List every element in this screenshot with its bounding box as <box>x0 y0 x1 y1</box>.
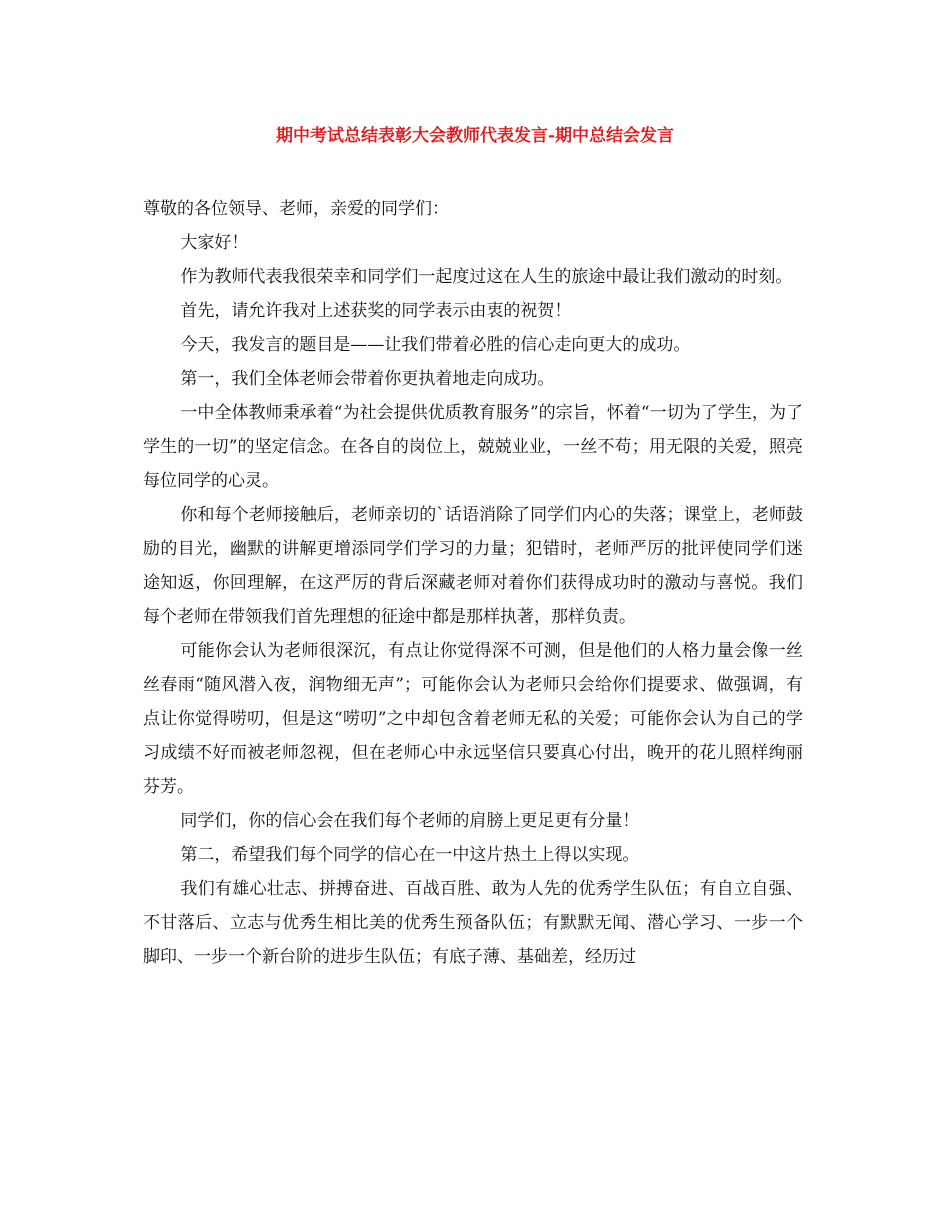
body-paragraph: 同学们，你的信心会在我们每个老师的肩膀上更足更有分量！ <box>180 811 640 831</box>
document-body <box>143 192 803 974</box>
body-paragraph: 作为教师代表我很荣幸和同学们一起度过这在人生的旅途中最让我们激动的时刻。 <box>180 267 793 287</box>
body-paragraph: 我们有雄心壮志、拼搏奋进、百战百胜、敢为人先的优秀学生队伍；有自立自强、不甘落后、立志与优秀生相比美的优秀生预备队伍；有默默无闻、潜心学习、一步一个脚印、一步一个新台阶的进步生队伍；有底子薄、基础差，经历过 <box>143 879 803 967</box>
document-title: 期中考试总结表彰大会教师代表发言-期中总结会发言 <box>275 126 675 146</box>
greeting-paragraph: 大家好！ <box>180 233 249 253</box>
body-paragraph: 可能你会认为老师很深沉，有点让你觉得深不可测，但是他们的人格力量会像一丝丝春雨“随风潜入夜，润物细无声”；可能你会认为老师只会给你们提要求、做强调，有点让你觉得唠叨，但是这“唠叨”之中却包含着老师无私的关爱；可能你会认为自己的学习成绩不好而被老师忽视，但在老师心中永远坚信只要真心付出，晚开的花儿照样绚丽芬芳。 <box>143 641 803 797</box>
body-paragraph: 第一，我们全体老师会带着你更执着地走向成功。 <box>180 369 555 389</box>
body-paragraph: 一中全体教师秉承着“为社会提供优质教育服务”的宗旨，怀着“一切为了学生，为了学生的一切”的坚定信念。在各自的岗位上，兢兢业业，一丝不苟；用无限的关爱，照亮每位同学的心灵。 <box>143 403 803 491</box>
body-paragraph: 你和每个老师接触后，老师亲切的`话语消除了同学们内心的失落；课堂上，老师鼓励的目光，幽默的讲解更增添同学们学习的力量；犯错时，老师严厉的批评使同学们迷途知返，你回理解，在这严厉的背后深藏老师对着你们获得成功时的激动与喜悦。我们每个老师在带领我们首先理想的征途中都是那样执著，那样负责。 <box>143 505 803 627</box>
body-paragraph: 首先，请允许我对上述获奖的同学表示由衷的祝贺！ <box>180 301 572 321</box>
body-paragraph: 今天，我发言的题目是——让我们带着必胜的信心走向更大的成功。 <box>180 335 691 355</box>
body-paragraph: 第二，希望我们每个同学的信心在一中这片热土上得以实现。 <box>180 845 640 865</box>
salutation-paragraph: 尊敬的各位领导、老师，亲爱的同学们： <box>143 199 449 219</box>
